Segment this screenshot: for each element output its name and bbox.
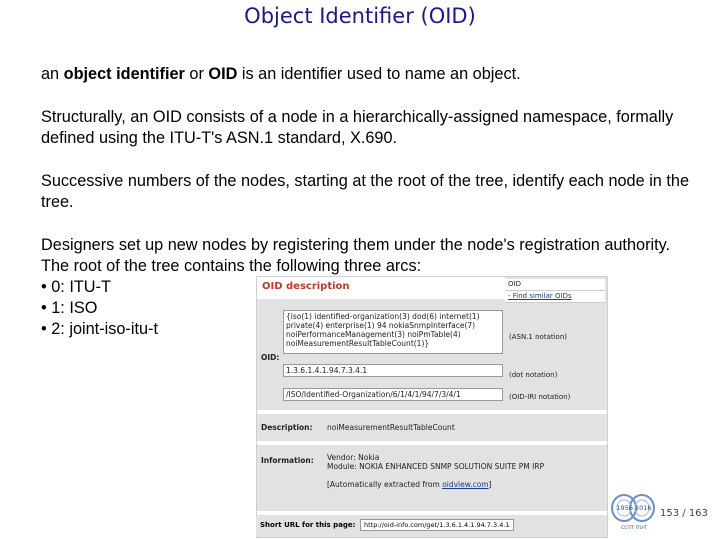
bold-term-object-identifier: object identifier [63,65,185,83]
description-value: noiMeasurementResultTableCount [327,423,455,432]
information-label: Information: [261,456,314,465]
logo-caption: CCITT ITU-T [621,526,647,531]
module-text: Module: NOKIA ENHANCED SNMP SOLUTION SUITE PM IRP [327,462,545,471]
text-run: or [184,65,209,83]
text-run: [Automatically extracted from [327,480,443,489]
oid-side-menu [505,279,605,303]
bullet-item: • 2: joint-iso-itu-t [41,320,158,338]
dot-notation-field: 1.3.6.1.4.1.94.7.3.4.1 [283,364,503,377]
bold-term-oid: OID [208,65,238,83]
side-menu-item-find-similar[interactable]: - Find similar OIDs [505,291,605,303]
iri-notation-note: (OID-IRI notation) [509,393,571,401]
text-run: an [41,65,64,83]
dot-notation-note: (dot notation) [509,371,558,379]
bullet-item: • 0: ITU-T [41,278,111,296]
vendor-text: Vendor: Nokia [327,453,380,462]
asn1-line: noiPerformanceManagement(3) noiPmTable(4) [286,330,461,339]
side-menu-item-oid[interactable]: OID [505,279,605,291]
description-label: Description: [261,423,313,432]
oid-panel-header [257,277,505,299]
slide-title: Object Identifier (OID) [244,4,476,28]
text-run: ] [488,480,492,489]
text-run: Designers set up new nodes by registering them under the node's registration authority. The root of the tree contains the following three arcs: [41,236,671,275]
asn1-line: noiMeasurementResultTableCount(1)} [286,339,430,348]
divider [257,410,607,414]
oid-screenshot-panel [256,276,608,538]
auto-extracted-note [327,480,544,489]
bullet-item: • 1: ISO [41,299,98,317]
short-url-field[interactable]: http://oid-info.com/get/1.3.6.1.4.1.94.7.3.4.1 [360,519,514,531]
asn1-notation-field [283,310,503,354]
oid-label: OID: [261,353,280,362]
oidview-link[interactable]: oidview.com [442,480,489,489]
asn1-notation-note: (ASN.1 notation) [509,333,567,341]
information-value [327,453,544,489]
text-run: is an identifier used to name an object. [237,65,521,83]
short-url-label: Short URL for this page: [260,521,356,529]
page-number: 153 / 163 [660,508,708,519]
itu-anniversary-logo [610,492,658,532]
logo-years: 1956 2016 [616,504,652,512]
oid-panel-title: OID description [262,281,350,292]
asn1-line: {iso(1) identified-organization(3) dod(6) internet(1) [286,312,480,321]
paragraph-structure: Structurally, an OID consists of a node in a hierarchically-assigned namespace, formally defined using the ITU-T's ASN.1 standard, X.690. [41,108,674,147]
paragraph-definition [41,64,701,85]
divider [257,441,607,445]
iri-notation-field: /ISO/Identified-Organization/6/1/4/1/94/7/3/4/1 [283,388,503,401]
divider [257,511,607,515]
paragraph-successive: Successive numbers of the nodes, starting at the root of the tree, identify each node in the tree. [41,172,690,211]
short-url-bar [256,516,606,536]
asn1-line: private(4) enterprise(1) 94 nokiaSnmpInterface(7) [286,321,476,330]
